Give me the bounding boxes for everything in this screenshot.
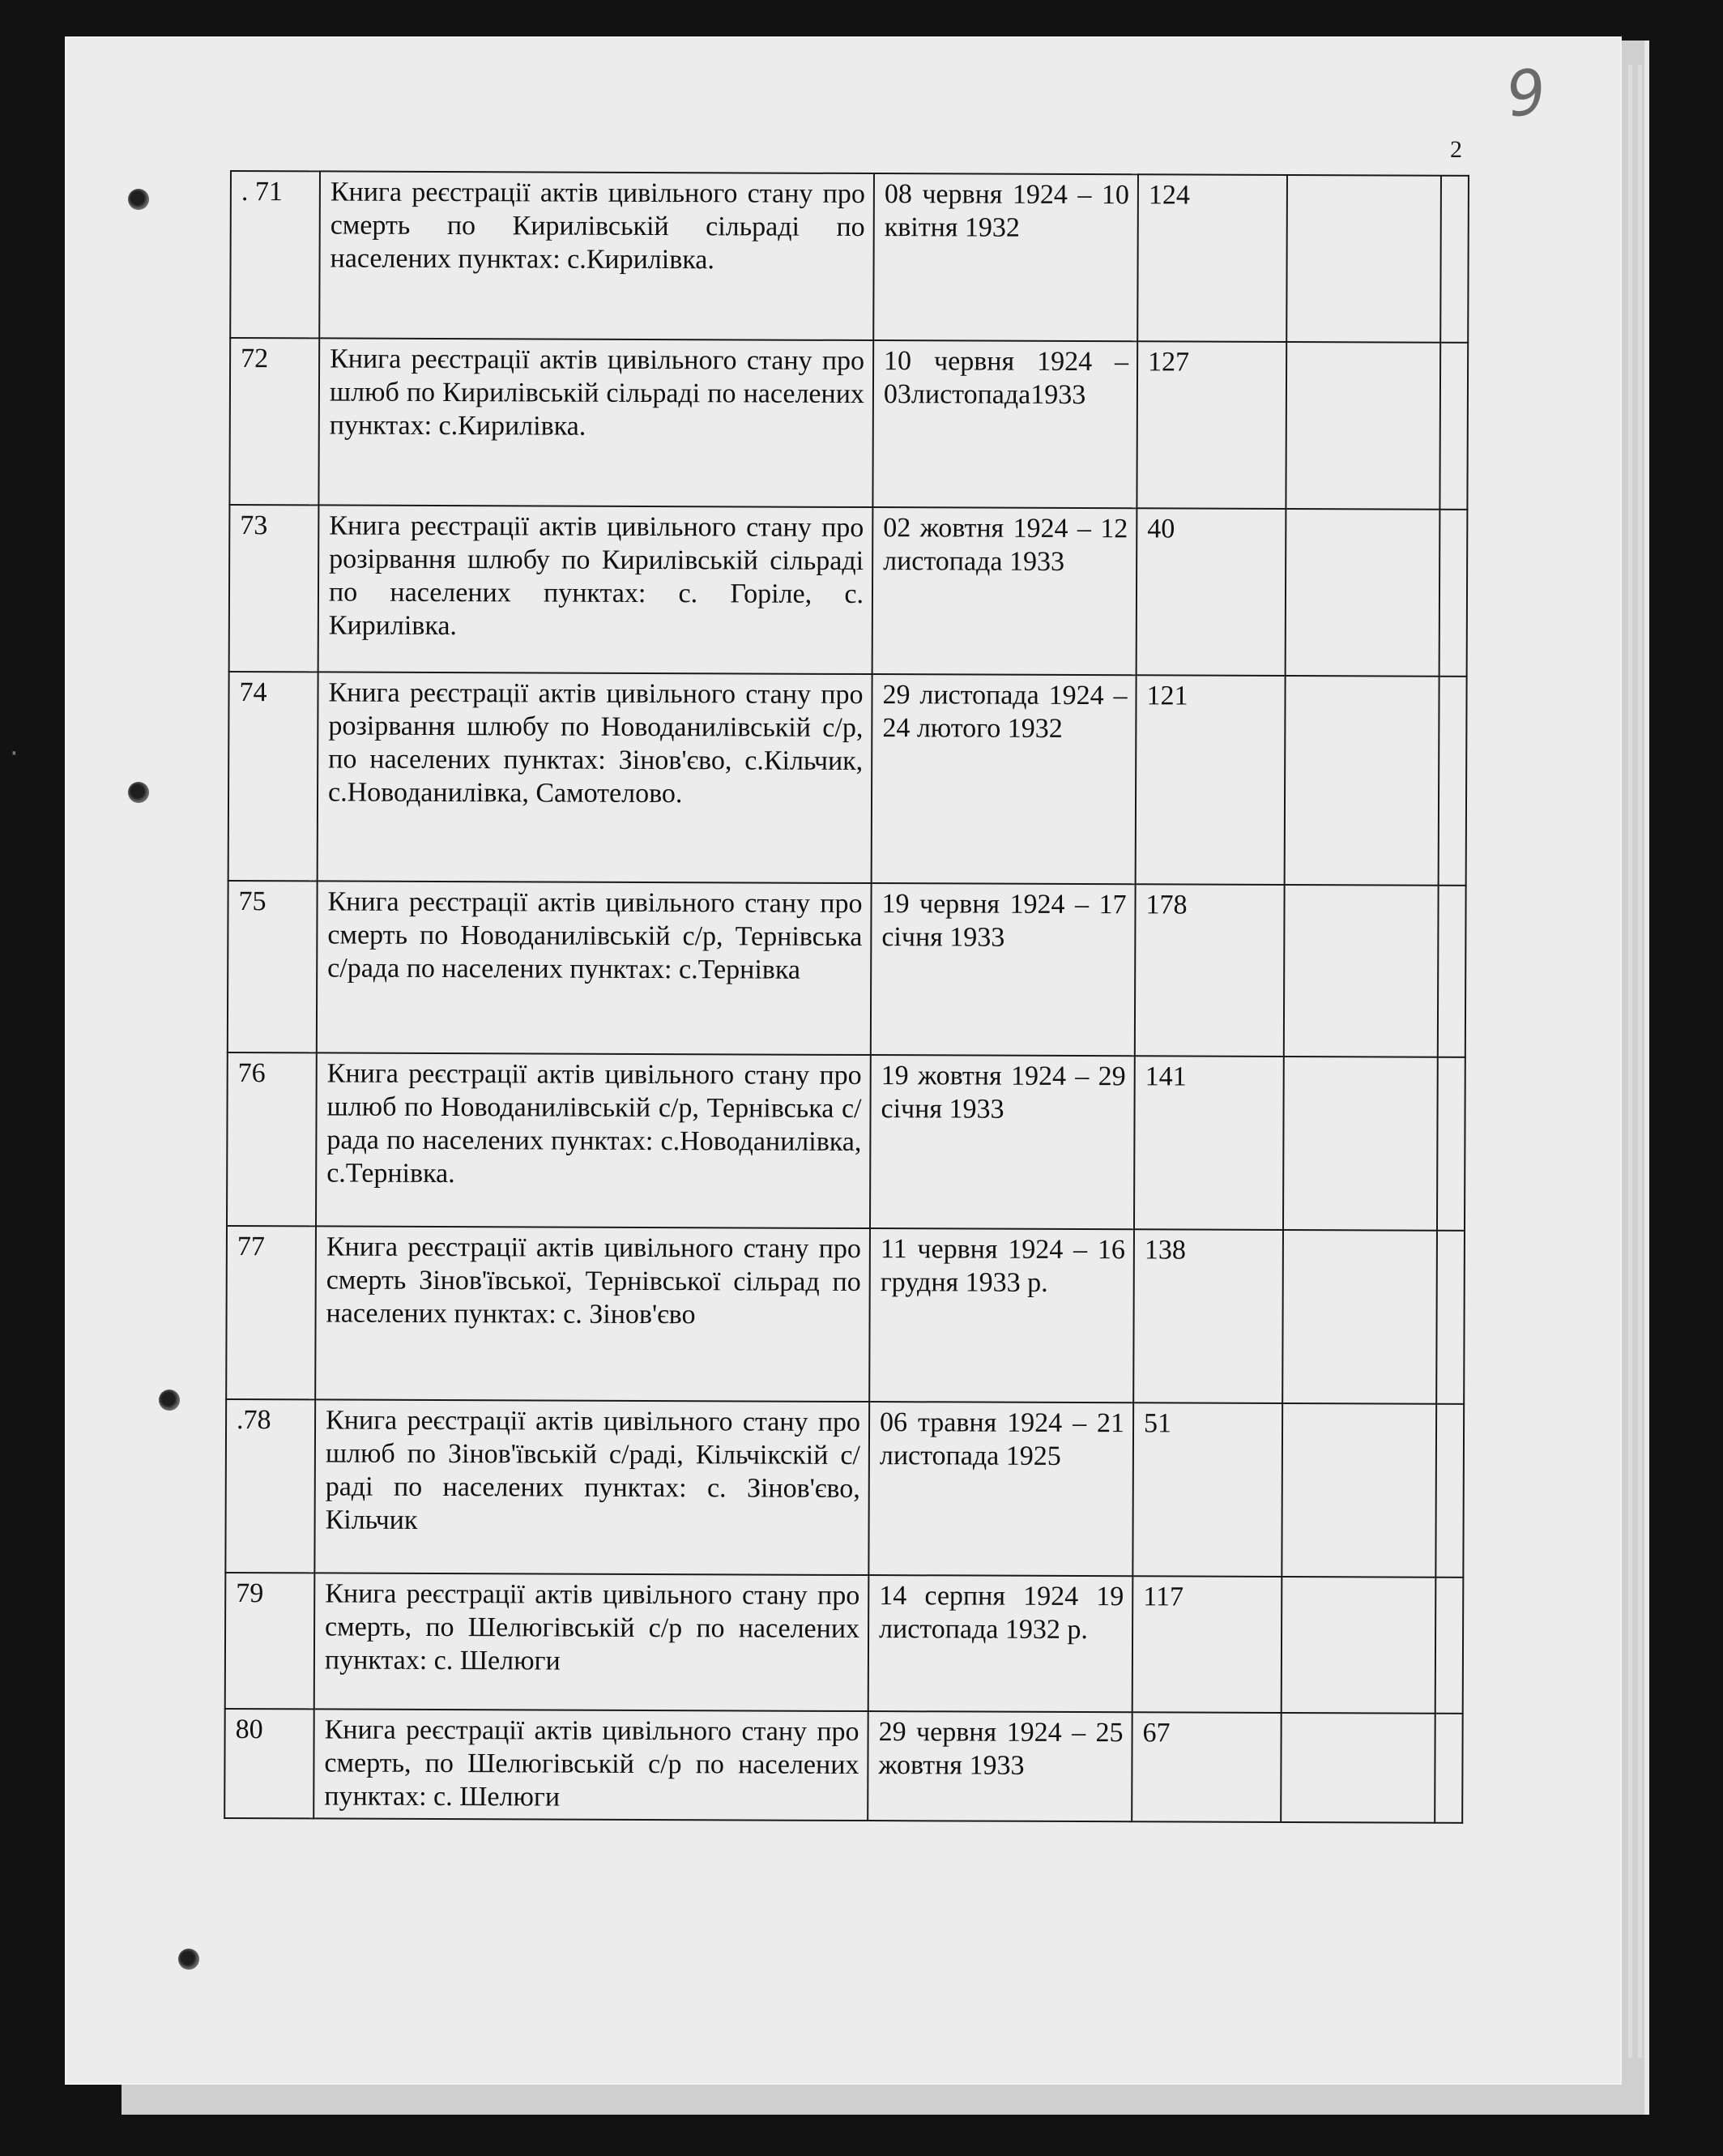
- empty-cell: [1286, 509, 1440, 677]
- archive-folio-mark: 9: [1502, 54, 1551, 131]
- empty-cell: [1439, 677, 1467, 886]
- empty-cell: [1435, 1578, 1464, 1714]
- empty-cell: [1282, 1403, 1436, 1578]
- page-count: 40: [1137, 508, 1286, 676]
- table-row: [224, 1709, 1463, 1823]
- table-row: [229, 505, 1468, 677]
- row-number: 74: [228, 672, 318, 881]
- empty-cell: [1286, 175, 1441, 343]
- date-range: 02 жовтня 1924 – 12 листопада 1933: [872, 507, 1137, 675]
- date-range: 29 листопада 1924 – 24 лютого 1932: [872, 674, 1137, 884]
- table-row: [228, 881, 1466, 1057]
- date-range: 14 серпня 1924 19 листопада 1932 р.: [868, 1575, 1133, 1712]
- page-edge: [1628, 65, 1632, 2058]
- table-row: [225, 1399, 1464, 1578]
- empty-cell: [1437, 1057, 1465, 1231]
- empty-cell: [1285, 676, 1439, 886]
- row-number: .78: [225, 1399, 315, 1573]
- empty-cell: [1281, 1713, 1435, 1823]
- date-range: 10 червня 1924 – 03листопада1933: [872, 340, 1137, 508]
- empty-cell: [1282, 1230, 1437, 1404]
- date-range: 19 червня 1924 – 17 січня 1933: [871, 883, 1136, 1056]
- punch-hole: [159, 1390, 180, 1411]
- punch-hole: [128, 782, 149, 803]
- table-row: [229, 338, 1468, 510]
- empty-cell: [1286, 342, 1440, 510]
- empty-cell: [1439, 510, 1468, 677]
- table-row: [227, 1052, 1465, 1231]
- page-number: 2: [1450, 136, 1462, 163]
- empty-cell: [1282, 1577, 1436, 1714]
- record-title: Книга реєстрації актів цивільного стану про шлюб по Зінов'ївській с/раді, Кільчікскій с/раді по населених пунктах: с. Зінов'єво, Кільчик: [314, 1399, 869, 1575]
- empty-cell: [1284, 885, 1439, 1057]
- page-count: 124: [1137, 174, 1287, 342]
- empty-cell: [1439, 343, 1468, 510]
- register-body: [224, 171, 1469, 1823]
- record-title: Книга реєстрації актів цивільного стану про смерть по Новоданилівській с/р, Тернівська с/рада по населених пунктах: с.Тернівка: [317, 881, 872, 1055]
- empty-cell: [1435, 1404, 1464, 1578]
- page-count: 127: [1137, 341, 1286, 509]
- row-number: 76: [227, 1052, 317, 1226]
- scan-artifact: ·: [10, 737, 19, 770]
- empty-cell: [1436, 1231, 1465, 1404]
- table-row: [230, 171, 1469, 343]
- punch-hole: [178, 1949, 199, 1970]
- empty-cell: [1435, 1714, 1463, 1823]
- empty-cell: [1438, 886, 1466, 1057]
- page-count: 141: [1134, 1056, 1284, 1230]
- record-title: Книга реєстрації актів цивільного стану про розірвання шлюбу по Новоданилівській с/р, по населених пунктах: Зінов'єво, с.Кільчик, с.Новоданилівка, Самотелово.: [318, 672, 872, 883]
- date-range: 11 червня 1924 – 16 грудня 1933 р.: [869, 1228, 1134, 1402]
- record-title: Книга реєстрації актів цивільного стану про розірвання шлюбу по Кирилівській сільраді по населених пунктах: с. Горіле, с. Кирилівка.: [318, 505, 873, 674]
- page-count: 178: [1135, 884, 1285, 1057]
- row-number: 79: [225, 1573, 315, 1709]
- record-title: Книга реєстрації актів цивільного стану про смерть по Кирилівській сільраді по населених пунктах: с.Кирилівка.: [319, 171, 874, 340]
- record-title: Книга реєстрації актів цивільного стану про смерть Зінов'ївської, Тернівської сільрад по населених пунктах: с. Зінов'єво: [315, 1226, 870, 1402]
- record-title: Книга реєстрації актів цивільного стану про шлюб по Кирилівській сільраді по населених пунктах: с.Кирилівка.: [318, 338, 873, 507]
- row-number: 77: [226, 1226, 316, 1399]
- table-row: [225, 1573, 1464, 1714]
- row-number: 73: [229, 505, 319, 672]
- page-edge: [1638, 65, 1642, 2058]
- page-count: 138: [1133, 1229, 1283, 1403]
- date-range: 06 травня 1924 – 21 листопада 1925: [868, 1402, 1133, 1576]
- date-range: 19 жовтня 1924 – 29 січня 1933: [870, 1055, 1135, 1229]
- punch-hole: [128, 189, 149, 210]
- date-range: 08 червня 1924 – 10 квітня 1932: [873, 173, 1138, 341]
- row-number: . 71: [230, 171, 320, 338]
- table-row: [228, 672, 1467, 886]
- empty-cell: [1440, 176, 1469, 343]
- empty-cell: [1283, 1057, 1438, 1231]
- row-number: 80: [224, 1709, 314, 1818]
- table-row: [226, 1226, 1465, 1404]
- page-count: 67: [1132, 1712, 1282, 1822]
- page-count: 117: [1132, 1576, 1282, 1713]
- page-count: 121: [1136, 675, 1286, 885]
- record-title: Книга реєстрації актів цивільного стану про смерть, по Шелюгівській с/р по населених пунктах: с. Шелюги: [313, 1709, 868, 1821]
- register-table: [224, 170, 1469, 1824]
- row-number: 72: [229, 338, 319, 505]
- row-number: 75: [228, 881, 318, 1052]
- record-title: Книга реєстрації актів цивільного стану про смерть, по Шелюгівській с/р по населених пунктах: с. Шелюги: [314, 1573, 869, 1711]
- page-count: 51: [1132, 1402, 1282, 1577]
- date-range: 29 червня 1924 – 25 жовтня 1933: [868, 1711, 1132, 1821]
- record-title: Книга реєстрації актів цивільного стану про шлюб по Новоданилівській с/р, Тернівська с/рада по населених пунктах: с.Новоданилівка, с.Тернівка.: [316, 1052, 871, 1228]
